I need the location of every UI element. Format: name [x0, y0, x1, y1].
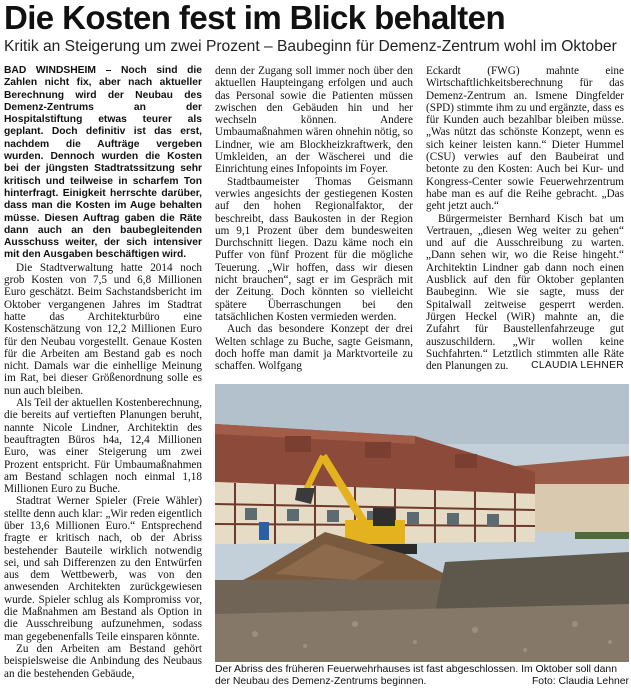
article-photo: [215, 384, 629, 662]
article-paragraph: Die Stadtverwaltung hatte 2014 noch grob Kosten von 7,5 und 6,8 Millionen Euro geschätzt. Beim Sachstandsbericht im Oktober vergangenen Jahres im Stadtrat hatte das Architekturbüro eine Kostenschätzung von 12,2 Millionen Euro für den Neubau vorgestellt. Genaue Kosten für die Arbeiten am Bestand gab es noch nicht. Damals war die einhellige Meinung im Rat, bei dieser Größenordnung solle es nun auch bleiben.: [4, 261, 202, 397]
article-headline: Die Kosten fest im Blick behalten: [4, 0, 505, 36]
article-paragraph: Als Teil der aktuellen Kostenberechnung, die bereits auf vertieften Planungen beruht, nannte Nicole Lindner, Architektin des beauftragten Büros h4a, 12,4 Millionen Euro, was einer Steigerung um zwei Prozent entspricht. Für Umbaumaßnahmen am Bestand schlagen noch einmal 1,18 Millionen Euro zu Buche.: [4, 397, 202, 496]
article-paragraph: denn der Zugang soll immer noch über den aktuellen Haupteingang erfolgen und auch das Personal sowie die Patienten müssen zwischen den Gebäuden hin und her wechseln können. Andere Umbaumaßnahmen wären ohnehin nötig, so Lindner, wie am Blockheizkraftwerk, den Umkleiden, an der Wäscherei und die Einrichtung eines Infopoints im Foyer.: [215, 65, 413, 176]
article-lead: BAD WINDSHEIM – Noch sind die Zahlen nicht fix, aber nach aktueller Berechnung wird der Neubau des Demenz-Zentrums an der Hospitalstiftung etwas teurer als geplant. Doch definitiv ist das erst, nachdem die Aufträge vergeben wurden. Dennoch wurden die Kosten bei der jüngsten Stadtratssitzung sehr kritisch und teilweise in scharfem Ton hinterfragt. Einigkeit herrschte darüber, dass man die Kosten im Auge behalten müsse. Diesen Auftrag gaben die Räte dann auch an den baubegleitenden Ausschuss weiter, der sich intensiver mit den Ausgaben beschäftigen wird.: [4, 65, 202, 261]
article-paragraph: [426, 213, 624, 373]
article-column-1: [4, 65, 202, 688]
article-column-2: [215, 65, 413, 377]
caption-text: Der Abriss des früheren Feuerwehrhauses ist fast abgeschlossen. Im Oktober soll dann der Neubau des Demenz-Zentrums beginnen.: [215, 664, 617, 687]
article-paragraph: Stadtrat Werner Spieler (Freie Wähler) stellte denn auch klar: „Wir reden eigentlich über 13,6 Millionen Euro.“ Entsprechend fragte er kritisch nach, ob der Abriss bestehender Bauteile wirklich notwendig sei, und sah Differenzen zu den Entwürfen aus dem Wettbewerb, was von den anwesenden Architekten zurückgewiesen wurde. Spieler schlug als Kompromiss vor, die Maßnahmen am Bestand als Option in die Ausschreibung aufzunehmen, sodass man gegebenenfalls Teile einsparen könnte.: [4, 495, 202, 643]
article-paragraph-text: Bürgermeister Bernhard Kisch bat um Vertrauen, „diesen Weg weiter zu gehen“ und auf die Ausschreibung zu warten. „Dann sehen wir, wo die Reise hingeht.“ Architektin Lindner gab dann noch einen Ausblick auf den für Oktober geplanten Baubeginn. Wie sie sagte, muss der Spitalwall zeitweise gesperrt werden. Jürgen Heckel (WiR) mahnte an, die Zufahrt für Baustellenfahrzeuge gut auszuschildern. „Wir wollen keine Suchfahrten.“ Letztlich stimmten alle Räte den Planungen zu.: [426, 212, 624, 373]
photo-caption: [215, 664, 629, 687]
article-paragraph: Eckardt (FWG) mahnte eine Wirtschaftlichkeitsberechnung für das Demenz-Zentrum an. Ismene Dingfelder (SPD) stimmte ihm zu und ergänzte, dass es für Kunden auch bezahlbar bleiben müsse. „Was nützt das schönste Konzept, wenn es sich keiner leisten kann.“ Dieter Hummel (CSU) verwies auf den Baubeirat und betonte zu den Kosten: Auch bei Kur- und Kongress-Center sowie Feuerwehrzentrum habe man es auf die Reihe gebracht. „Das geht jetzt auch.“: [426, 65, 624, 213]
article-paragraph: Stadtbaumeister Thomas Geismann verwies angesichts der gestiegenen Kosten auf den hohen Regionalfaktor, der beschreibt, dass Baukosten in der Region um 9,1 Prozent über dem bundesweiten Durchschnitt liegen. Dazu käme noch ein Puffer von fünf Prozent für die mögliche Teuerung. „Wir hoffen, dass wir diesen nicht brauchen“, sagt er im Gespräch mit der Zeitung. Doch könnten so vielleicht spätere Überraschungen bei den tatsächlichen Kosten vermieden werden.: [215, 175, 413, 323]
construction-site-photo: [215, 384, 629, 662]
photo-credit: Foto: Claudia Lehner: [531, 675, 629, 687]
article-paragraph: Auch das besondere Konzept der drei Welten schlage zu Buche, sagte Geismann, doch hoffe man damit ja Marktvorteile zu schaffen. Wolfgang: [215, 323, 413, 373]
article-subline: Kritik an Steigerung um zwei Prozent – Baubeginn für Demenz-Zentrum wohl im Oktober: [4, 38, 617, 55]
article-column-3: [426, 65, 624, 377]
article-paragraph: Zu den Arbeiten am Bestand gehört beispielsweise die Anbindung des Neubaus an die bestehenden Gebäude,: [4, 642, 202, 680]
author-byline: CLAUDIA LEHNER: [531, 360, 624, 372]
